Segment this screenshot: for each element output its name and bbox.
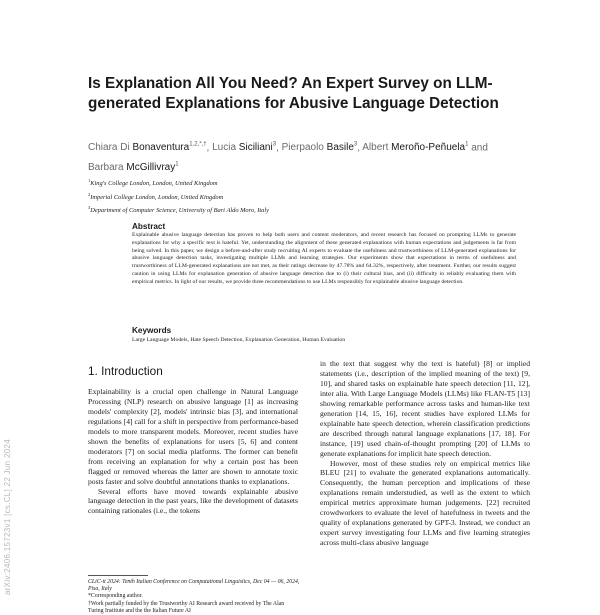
author: Chiara Di Bonaventura$^{1,2,*,\dagger}$ <box>88 142 207 154</box>
author: Albert Meroño-Peñuela$^1$ <box>362 142 469 154</box>
paragraph: Explainability is a crucial open challenge in Natural Language Processing (NLP) research on abusive language [1] as increasing models' complexity [2], models' intrinsic bias [3], and international regulations [4] call for a shift in perspective from performance-based models to more transparent models. Moreover, recent studies have shown the benefits of explanations for users [5, 6] and content moderators [7] on social media platforms. The former can benefit from receiving an explanation for why a certain post has been flagged or removed whereas the latter are shown to annotate toxic posts faster and solve doubtful annotations thanks to explanations. <box>88 387 298 486</box>
keywords-heading: Keywords <box>132 326 172 335</box>
right-column <box>320 359 530 600</box>
paragraph: However, most of these studies rely on empirical metrics like BLEU [21] to evaluate the generated explanations automatically. Consequently, the human perception and implications of these explanations remain understudied, as well as the extent to which empirical metrics approximate human judgements. [22] recruited crowdworkers to evaluate the level of hatefulness in tweets and the quality of explanations generated by GPT-3. Instead, we conduct an expert survey investigating four LLMs and five learning strategies across multi-class abusive language <box>320 458 530 548</box>
abstract-heading: Abstract <box>132 222 166 231</box>
abstract-section <box>132 222 516 287</box>
affiliation: $^2$Imperial College London, London, United Kingdom <box>88 191 224 201</box>
author: Lucia Siciliani$^3$ <box>212 142 277 154</box>
author-list: Chiara Di Bonaventura$^{1,2,*,\dagger}$, Lucia Siciliani$^3$, Pierpaolo Basile$^3$, Albert Meroño-Peñuela$^1$ and Barbara McGillivray$^1$ <box>88 142 488 173</box>
keywords-text: Large Language Models, Hate Speech Detection, Explanation Generation, Human Evaluation <box>132 337 346 343</box>
footnote-funding: †Work partially funded by the Trustworthy AI Research award received by The Alan Turing Institute and the the Italian Future AI <box>88 600 285 614</box>
author-conjunction: and <box>471 142 488 154</box>
section-heading: 1. Introduction <box>88 364 163 378</box>
left-column <box>88 387 298 570</box>
footnote-divider <box>88 575 148 576</box>
abstract-text: Explainable abusive language detection has proven to help both users and content moderators, and recent research has focused on prompting LLMs to generate explanations for why a specific text is hateful. Yet, understanding the alignment of these generated explanations with human expectations and judgements is far from being solved. In this paper, we design a before-and-after study recruiting AI experts to evaluate the usefulness and trustworthiness of LLM-generated explanations for abusive language detection tasks, investigating multiple LLMs and learning strategies. Our experiments show that expectations in terms of usefulness and trustworthiness of LLM-generated explanations are not met, as their ratings decrease by 47.78% and 64.32%, respectively, after treatment. Further, our results suggest caution in using LLMs for explanation generation of abusive language detection due to (i) their cultural bias, and (ii) difficulty in reliably evaluating them with empirical metrics. In light of our results, we provide three recommendations to use LLMs responsibly for explainable abusive language detection. <box>132 232 516 285</box>
affiliations <box>88 176 528 217</box>
arxiv-stamp: arXiv:2406.15723v1 [cs.CL] 22 Jun 2024 <box>3 439 12 595</box>
affiliation: $^1$King's College London, London, United Kingdom <box>88 178 218 188</box>
footnotes <box>88 579 300 614</box>
affiliation: $^3$Department of Computer Science, University of Bari Aldo Moro, Italy <box>88 205 269 215</box>
paragraph: Several efforts have moved towards explainable abusive language detection in the past years, like the development of datasets containing rationales (i.e., the tokens <box>88 486 298 516</box>
footnote-venue: CLiC-it 2024: Tenth Italian Conference on Computational Linguistics, Dec 04 — 06, 2024, Pisa, Italy <box>88 579 300 593</box>
paragraph: in the text that suggest why the text is hateful) [8] or implied statements (i.e., description of the implied meaning of the text) [9, 10], and shared tasks on explainable hate speech detection [11, 12], inter alia. With Large Language Models (LLMs) like FLAN-T5 [13] showing remarkable performance across tasks and human-like text generation [14, 15, 16], recent studies have explored LLMs for explainable hate speech detection, wherein classification predictions are described through natural language explanations [17, 18]. For instance, [19] used chain-of-thought prompting [20] of LLMs to generate explanations for implicit hate speech detection. <box>320 359 530 458</box>
footnote-corresponding: *Corresponding author. <box>88 593 143 600</box>
keywords-section <box>132 326 516 345</box>
paper-title: Is Explanation All You Need? An Expert Survey on LLM-generated Explanations for Abusive Language Detection <box>88 75 499 112</box>
author: Pierpaolo Basile$^3$ <box>281 142 358 154</box>
author: Barbara McGillivray$^1$ <box>88 161 179 173</box>
